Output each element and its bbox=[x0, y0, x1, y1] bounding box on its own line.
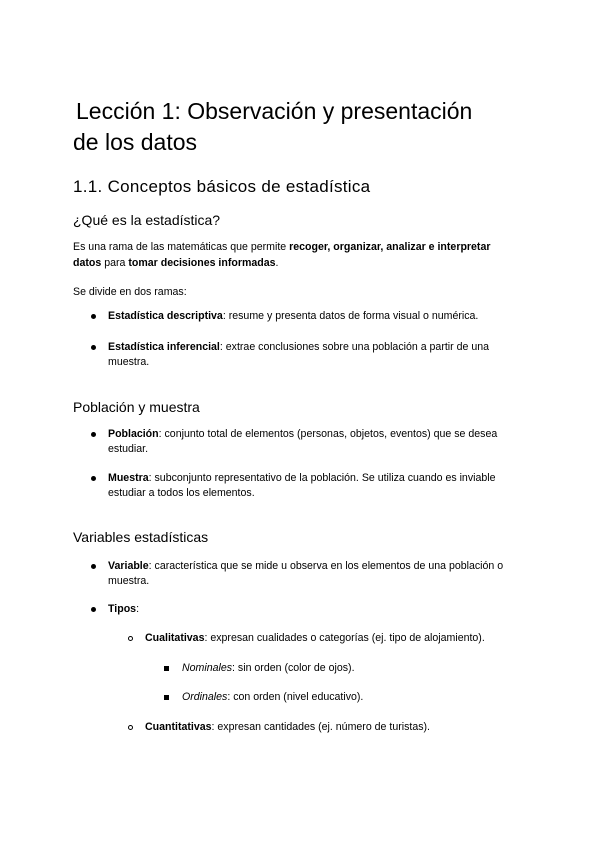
desc-variable: : característica que se mide u observa en los elementos de una población o bbox=[148, 560, 504, 572]
desc-poblacion: : conjunto total de elementos (personas, objetos, eventos) que se desea bbox=[158, 428, 498, 440]
bullet-icon bbox=[91, 314, 96, 319]
bullet-icon bbox=[91, 564, 96, 569]
list-item-poblacion bbox=[108, 427, 497, 442]
def-bold-b: recoger, organizar, analizar e interpretar bbox=[289, 241, 491, 253]
bullet-icon bbox=[91, 345, 96, 350]
list-item-cuantitativas bbox=[145, 720, 430, 735]
term-ordinales: Ordinales bbox=[182, 691, 228, 703]
bullet-icon bbox=[91, 607, 96, 612]
term-nominales: Nominales bbox=[182, 662, 233, 674]
desc-descriptiva: : resume y presenta datos de forma visual o numérica. bbox=[222, 310, 479, 322]
term-tipos: Tipos bbox=[108, 603, 137, 615]
bullet-icon bbox=[91, 432, 96, 437]
list-item-variable-cont: muestra. bbox=[108, 575, 150, 587]
def-bold-c: datos bbox=[73, 257, 102, 269]
term-descriptiva: Estadística descriptiva bbox=[108, 310, 223, 322]
term-poblacion: Población bbox=[108, 428, 159, 440]
list-item-poblacion-cont: estudiar. bbox=[108, 443, 149, 455]
title-line-2: de los datos bbox=[73, 129, 198, 155]
circle-bullet-icon bbox=[128, 725, 133, 730]
def-bold-e: tomar decisiones informadas bbox=[128, 257, 276, 269]
def-text-a: Es una rama de las matemáticas que permite bbox=[73, 241, 290, 253]
desc-inferencial: : extrae conclusiones sobre una población a partir de una bbox=[219, 341, 490, 353]
poblacion-heading: Población y muestra bbox=[73, 399, 200, 415]
desc-muestra: : subconjunto representativo de la población. Se utiliza cuando es inviable bbox=[148, 472, 496, 484]
variables-heading: Variables estadísticas bbox=[73, 529, 209, 545]
list-item-inferencial-cont: muestra. bbox=[108, 356, 150, 368]
def-text-f: . bbox=[275, 257, 279, 269]
list-item-ordinales bbox=[182, 690, 363, 705]
definition-line-2 bbox=[73, 256, 279, 271]
list-item-tipos bbox=[108, 602, 139, 617]
circle-bullet-icon bbox=[128, 636, 133, 641]
desc-ordinales: : con orden (nivel educativo). bbox=[227, 691, 364, 703]
bullet-icon bbox=[91, 476, 96, 481]
que-es-heading: ¿Qué es la estadística? bbox=[73, 212, 221, 228]
list-item-variable bbox=[108, 559, 503, 574]
divide-text: Se divide en dos ramas: bbox=[73, 286, 187, 298]
list-item-nominales bbox=[182, 661, 355, 676]
definition-line-1 bbox=[73, 240, 490, 255]
title-line-1: Lección 1: Observación y presentación bbox=[76, 98, 473, 124]
list-item-descriptiva bbox=[108, 309, 478, 324]
desc-cuantitativas: : expresan cantidades (ej. número de turistas). bbox=[211, 721, 430, 733]
term-variable: Variable bbox=[108, 560, 149, 572]
desc-nominales: : sin orden (color de ojos). bbox=[232, 662, 355, 674]
term-cualitativas: Cualitativas bbox=[145, 632, 205, 644]
list-item-muestra-cont: estudiar a todos los elementos. bbox=[108, 487, 255, 499]
term-cuantitativas: Cuantitativas bbox=[145, 721, 212, 733]
list-item-inferencial bbox=[108, 340, 489, 355]
desc-tipos: : bbox=[136, 603, 140, 615]
square-bullet-icon bbox=[164, 695, 169, 700]
def-text-d: para bbox=[101, 257, 129, 269]
term-inferencial: Estadística inferencial bbox=[108, 341, 220, 353]
term-muestra: Muestra bbox=[108, 472, 149, 484]
desc-cualitativas: : expresan cualidades o categorías (ej. tipo de alojamiento). bbox=[204, 632, 485, 644]
section-heading: 1.1. Conceptos básicos de estadística bbox=[73, 177, 371, 196]
list-item-cualitativas bbox=[145, 631, 485, 646]
square-bullet-icon bbox=[164, 666, 169, 671]
list-item-muestra bbox=[108, 471, 496, 486]
